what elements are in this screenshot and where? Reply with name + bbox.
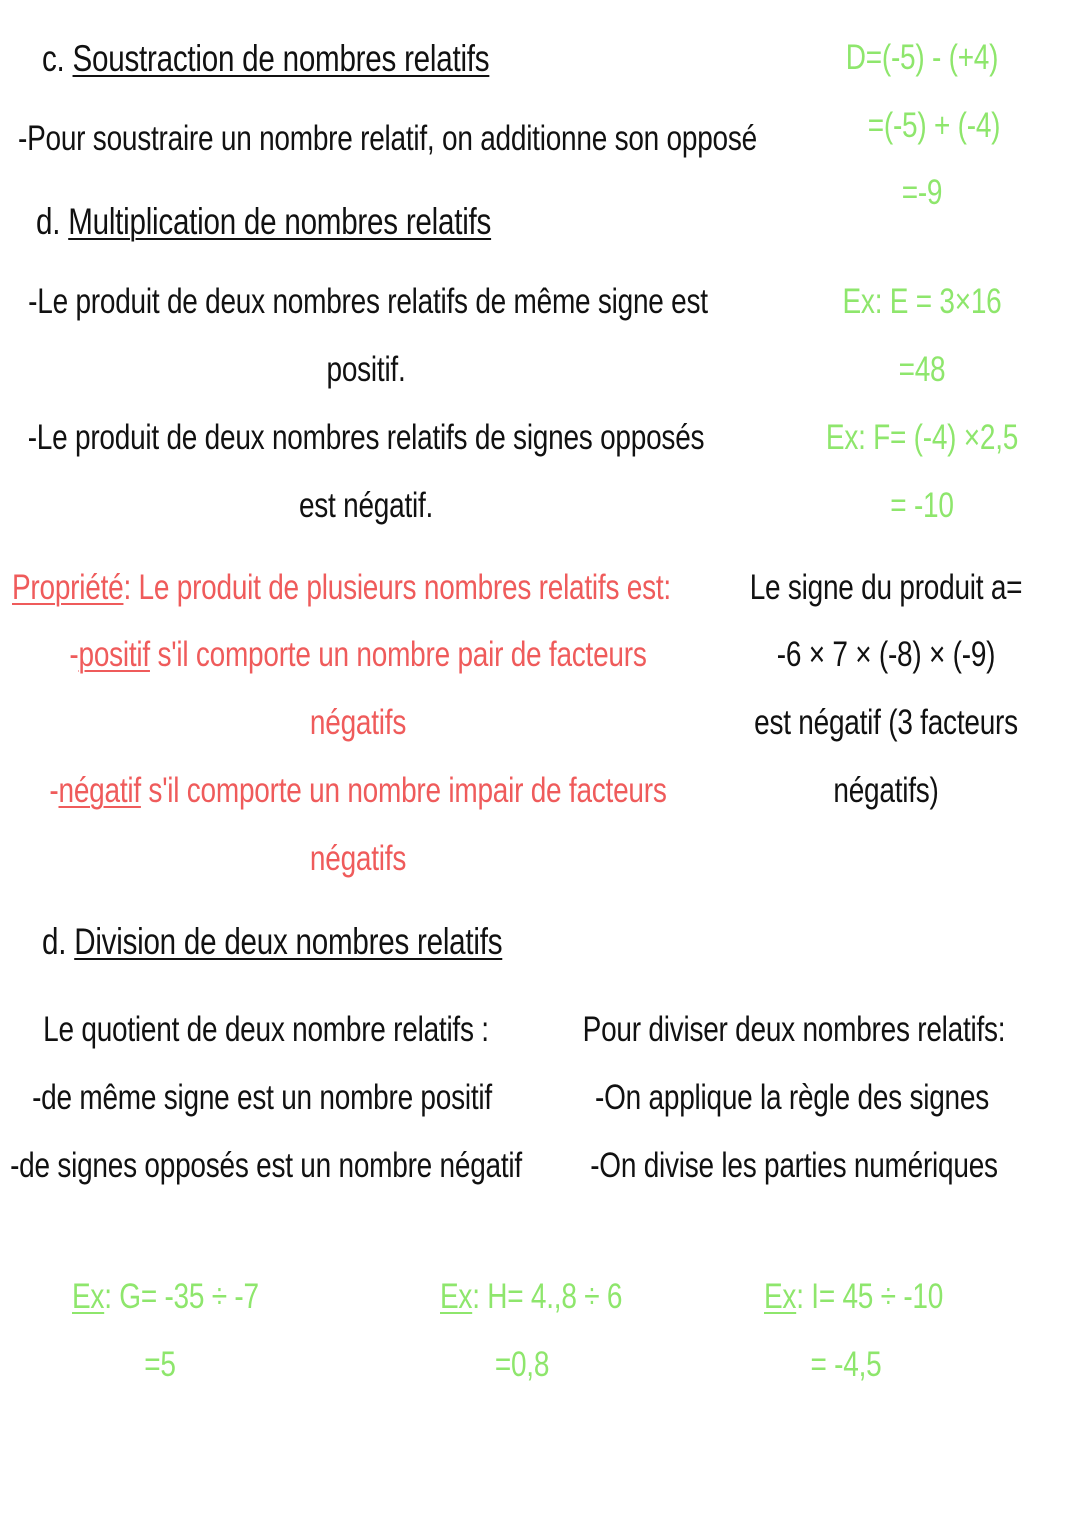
division-example-expr: : H= 4.,8 ÷ 6 (472, 1277, 623, 1316)
property-negative-text: s'il comporte un nombre impair de facteurs (140, 771, 667, 810)
division-example-label: Ex (440, 1277, 473, 1316)
division-example-3 (764, 1279, 943, 1314)
property-example-line: négatifs) (833, 771, 939, 810)
division-example-2 (440, 1279, 622, 1314)
division-example-label: Ex (72, 1277, 105, 1316)
multiplication-letter: d. (36, 201, 61, 242)
division-quotient-line: Le quotient de deux nombre relatifs : (43, 1010, 489, 1049)
division-example-1-result: =5 (144, 1345, 176, 1384)
property-negative-word: négatif (58, 771, 141, 810)
subtraction-rule: -Pour soustraire un nombre relatif, on additionne son opposé (18, 119, 757, 158)
property-positive (69, 637, 646, 672)
division-method-line: -On divise les parties numériques (590, 1146, 998, 1185)
subtraction-example-line: D=(-5) - (+4) (845, 38, 999, 77)
subtraction-example-line: =(-5) + (-4) (867, 106, 1001, 145)
division-example-expr: : I= 45 ÷ -10 (796, 1277, 944, 1316)
division-method-line: -On applique la règle des signes (595, 1078, 989, 1117)
division-title: Division de deux nombres relatifs (74, 921, 503, 962)
multiplication-example-result: = -10 (890, 486, 954, 525)
property-intro-text: : Le produit de plusieurs nombres relatifs est: (123, 568, 671, 607)
subtraction-heading (42, 40, 489, 77)
property-example-line: Le signe du produit a= (749, 568, 1023, 607)
subtraction-letter: c. (42, 38, 65, 79)
division-heading (42, 923, 502, 960)
multiplication-example-line: Ex: F= (-4) ×2,5 (825, 418, 1019, 457)
property-negative-cont: négatifs (309, 839, 407, 878)
property-label: Propriété (12, 568, 124, 607)
property-example-line: est négatif (3 facteurs (754, 703, 1018, 742)
division-letter: d. (42, 921, 67, 962)
subtraction-title: Soustraction de nombres relatifs (72, 38, 490, 79)
division-method-line: Pour diviser deux nombres relatifs: (582, 1010, 1006, 1049)
property-intro (12, 570, 671, 605)
division-example-1 (72, 1279, 259, 1314)
property-positive-cont: négatifs (309, 703, 407, 742)
multiplication-title: Multiplication de nombres relatifs (68, 201, 492, 242)
multiplication-rule-same-cont: positif. (326, 350, 406, 389)
multiplication-heading (36, 203, 491, 240)
division-example-2-result: =0,8 (494, 1345, 550, 1384)
property-positive-dash: - (69, 635, 79, 674)
property-example-line: -6 × 7 × (-8) × (-9) (776, 635, 996, 674)
division-example-label: Ex (764, 1277, 797, 1316)
multiplication-rule-opposite-cont: est négatif. (298, 486, 434, 525)
property-positive-word: positif (78, 635, 150, 674)
multiplication-example-line: Ex: E = 3×16 (842, 282, 1002, 321)
property-negative (49, 773, 666, 808)
division-quotient-line: -de signes opposés est un nombre négatif (10, 1146, 522, 1185)
subtraction-example-result: =-9 (901, 173, 943, 212)
property-negative-dash: - (49, 771, 59, 810)
property-positive-text: s'il comporte un nombre pair de facteurs (149, 635, 647, 674)
division-example-3-result: = -4,5 (810, 1345, 882, 1384)
division-quotient-line: -de même signe est un nombre positif (32, 1078, 492, 1117)
multiplication-rule-same: -Le produit de deux nombres relatifs de même signe est (28, 282, 708, 321)
multiplication-rule-opposite: -Le produit de deux nombres relatifs de signes opposés (27, 418, 705, 457)
division-example-expr: : G= -35 ÷ -7 (104, 1277, 259, 1316)
multiplication-example-result: =48 (898, 350, 946, 389)
